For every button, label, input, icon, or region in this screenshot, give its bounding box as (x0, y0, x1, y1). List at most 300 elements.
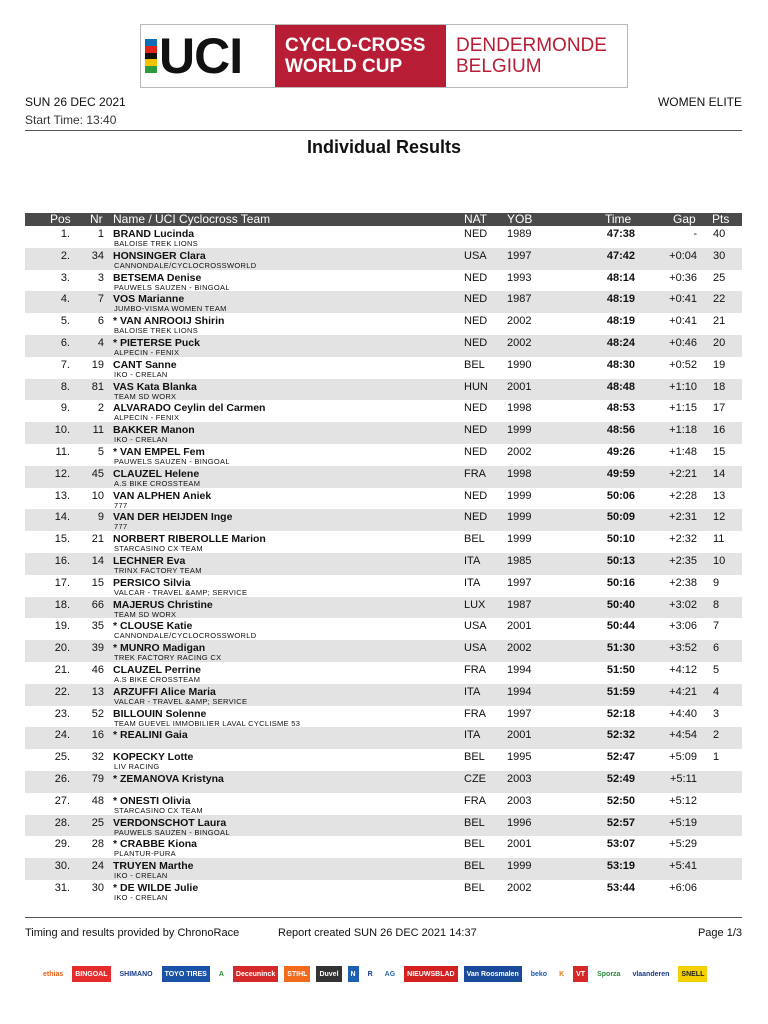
cell-team: TEAM SD WORX (114, 391, 177, 401)
cell-time: 52:50 (606, 794, 635, 807)
cell-name: VAN ALPHEN Aniek (113, 489, 212, 502)
cell-nat: NED (464, 402, 488, 415)
cell-gap: +4:40 (669, 707, 697, 720)
cell-time: 52:47 (606, 751, 635, 764)
cell-nat: NED (464, 424, 488, 437)
cell-nat: BEL (464, 881, 485, 894)
cell-nat: HUN (464, 380, 488, 393)
cell-pos: 16. (54, 554, 70, 567)
cell-pts: 15 (713, 445, 726, 458)
cell-nr: 11 (92, 424, 104, 437)
timing-credit: Timing and results provided by ChronoRace (25, 927, 240, 939)
cell-yob: 2002 (507, 445, 532, 458)
cell-time: 48:53 (606, 402, 635, 415)
cell-nr: 3 (97, 271, 104, 284)
cell-time: 48:19 (606, 315, 635, 328)
race-date: SUN 26 DEC 2021 (25, 95, 126, 109)
cell-name: TRUYEN Marthe (113, 860, 194, 873)
cell-name: VAS Kata Blanka (113, 380, 197, 393)
cell-yob: 2003 (507, 772, 532, 785)
cell-team: IKO - CRELAN (114, 369, 168, 379)
cell-pos: 25. (54, 751, 70, 764)
cell-team: CANNONDALE/CYCLOCROSSWORLD (114, 260, 257, 270)
cell-pos: 2. (60, 249, 70, 262)
cell-yob: 1987 (507, 293, 532, 306)
cell-team: VALCAR - TRAVEL &AMP; SERVICE (114, 587, 248, 597)
sponsor-logo: Duvel (316, 966, 341, 982)
table-row (25, 880, 742, 902)
cell-pts: 14 (713, 467, 726, 480)
cell-nr: 2 (97, 402, 104, 415)
uci-logo: UCI (159, 28, 243, 84)
cell-pos: 8. (60, 380, 70, 393)
cell-nr: 28 (91, 838, 104, 851)
cell-yob: 1997 (507, 249, 532, 262)
cell-pos: 20. (54, 642, 70, 655)
cell-time: 48:56 (606, 424, 635, 437)
cell-gap: +1:10 (669, 380, 697, 393)
cell-name: BETSEMA Denise (113, 271, 202, 284)
cell-pts: 11 (713, 533, 725, 546)
cell-name: CANT Sanne (113, 358, 177, 371)
cell-team: 777 (114, 500, 128, 510)
cell-nat: NED (464, 511, 488, 524)
sponsor-strip (40, 962, 730, 986)
location-country: BELGIUM (456, 56, 542, 77)
cell-yob: 1994 (507, 685, 532, 698)
stripe-3 (145, 59, 157, 66)
cell-yob: 1999 (507, 511, 532, 524)
cell-nat: FRA (464, 794, 486, 807)
cell-time: 48:30 (606, 358, 635, 371)
cell-yob: 2002 (507, 881, 532, 894)
cell-gap: +5:11 (669, 772, 697, 785)
column-header-nat: NAT (464, 212, 488, 226)
sponsor-logo: STIHL (284, 966, 310, 982)
table-row (25, 400, 742, 422)
cell-nr: 46 (91, 663, 104, 676)
cell-nat: USA (464, 642, 487, 655)
cell-yob: 2001 (507, 380, 532, 393)
cell-pos: 6. (60, 336, 70, 349)
table-row (25, 727, 742, 749)
table-row (25, 379, 742, 401)
cell-nr: 5 (97, 445, 104, 458)
world-cup-line-1: CYCLO-CROSS (285, 35, 426, 56)
table-body (25, 226, 742, 902)
sponsor-logo: Sporza (594, 966, 623, 982)
cell-time: 49:26 (606, 445, 635, 458)
cell-pos: 24. (54, 729, 70, 742)
cell-yob: 2001 (507, 620, 532, 633)
cell-name: * ZEMANOVA Kristyna (113, 772, 224, 785)
cell-team: CANNONDALE/CYCLOCROSSWORLD (114, 631, 257, 641)
cell-name: CLAUZEL Perrine (113, 663, 201, 676)
cell-pos: 23. (54, 707, 70, 720)
cell-nr: 13 (91, 685, 104, 698)
cell-nr: 19 (91, 358, 104, 371)
cell-gap: - (693, 228, 697, 240)
stripe-4 (145, 66, 157, 73)
rainbow-stripes-icon (145, 39, 157, 73)
cell-nat: NED (464, 489, 488, 502)
cell-pos: 21. (54, 663, 70, 676)
cell-name: NORBERT RIBEROLLE Marion (113, 533, 266, 546)
cell-time: 53:07 (606, 838, 635, 851)
cell-nr: 1 (97, 228, 104, 240)
cell-time: 50:09 (606, 511, 635, 524)
cell-pos: 22. (54, 685, 70, 698)
report-created: Report created SUN 26 DEC 2021 14:37 (278, 927, 477, 939)
cell-gap: +0:52 (669, 358, 697, 371)
cell-pos: 29. (54, 838, 70, 851)
table-row (25, 793, 742, 815)
page-title: Individual Results (306, 137, 462, 157)
table-row (25, 335, 742, 357)
cell-time: 50:10 (606, 533, 635, 546)
cell-name: VERDONSCHOT Laura (113, 816, 227, 829)
cell-pos: 3. (60, 271, 70, 284)
sponsor-logo: vlaanderen (629, 966, 672, 982)
cell-time: 52:49 (606, 772, 635, 785)
cell-nr: 15 (91, 576, 104, 589)
table-row (25, 248, 742, 270)
cell-nr: 4 (97, 336, 104, 349)
cell-pts: 3 (713, 707, 720, 720)
cell-team: TRINX FACTORY TEAM (114, 565, 202, 575)
cell-nr: 10 (91, 489, 104, 502)
cell-gap: +4:54 (669, 729, 697, 742)
table-row (25, 509, 742, 531)
table-row (25, 640, 742, 662)
column-header-yob: YOB (507, 212, 533, 226)
cell-pos: 4. (60, 293, 70, 306)
cell-yob: 1995 (507, 751, 532, 764)
cell-gap: +5:09 (669, 751, 697, 764)
cell-pts: 16 (713, 424, 726, 437)
sponsor-logo: NIEUWSBLAD (404, 966, 457, 982)
cell-gap: +2:21 (669, 467, 697, 480)
start-time: Start Time: 13:40 (25, 113, 117, 127)
cell-time: 50:16 (606, 576, 635, 589)
cell-yob: 1987 (507, 598, 532, 611)
sponsor-logo: SNELL (678, 966, 707, 982)
cell-name: CLAUZEL Helene (113, 467, 200, 480)
cell-name: VOS Marianne (113, 293, 185, 306)
cell-nr: 6 (97, 315, 104, 328)
cell-name: * PIETERSE Puck (113, 336, 200, 349)
sponsor-logo: Van Roosmalen (464, 966, 522, 982)
cell-nr: 79 (91, 772, 104, 785)
table-row (25, 313, 742, 335)
cell-team: ALPECIN - FENIX (114, 347, 180, 357)
cell-yob: 1989 (507, 228, 532, 240)
cell-pos: 15. (54, 533, 70, 546)
column-header-pos: Pos (50, 212, 71, 226)
table-row (25, 357, 742, 379)
cell-name: BILLOUIN Solenne (113, 707, 207, 720)
cell-pos: 18. (54, 598, 70, 611)
cell-pts: 1 (713, 751, 720, 764)
sponsor-logo: AG (382, 966, 399, 982)
table-row (25, 466, 742, 488)
results-table (25, 213, 742, 902)
cell-name: BRAND Lucinda (113, 228, 195, 240)
cell-nr: 66 (91, 598, 104, 611)
cell-time: 48:48 (606, 380, 635, 393)
cell-pos: 31. (54, 881, 70, 894)
cell-nat: BEL (464, 358, 485, 371)
header-divider (25, 130, 742, 131)
table-row (25, 270, 742, 292)
cell-gap: +3:02 (669, 598, 697, 611)
cell-yob: 1999 (507, 424, 532, 437)
cell-nat: FRA (464, 467, 486, 480)
cell-gap: +0:46 (669, 336, 697, 349)
cell-name: ARZUFFI Alice Maria (113, 685, 216, 698)
cell-gap: +1:48 (669, 445, 697, 458)
cell-pts: 19 (713, 358, 726, 371)
cell-name: KOPECKY Lotte (113, 751, 194, 764)
cell-time: 50:13 (606, 554, 635, 567)
cell-team: IKO - CRELAN (114, 892, 168, 902)
sponsor-logo: A (216, 966, 227, 982)
cell-nat: NED (464, 445, 488, 458)
cell-name: * CLOUSE Katie (113, 620, 193, 633)
cell-gap: +1:18 (669, 424, 697, 437)
cell-pts: 40 (713, 228, 726, 240)
cell-gap: +2:28 (669, 489, 697, 502)
cell-pts: 25 (713, 271, 726, 284)
cell-yob: 1996 (507, 816, 532, 829)
cell-team: IKO - CRELAN (114, 871, 168, 881)
cell-name: * VAN ANROOIJ Shirin (113, 315, 225, 328)
cell-team: TREK FACTORY RACING CX (114, 653, 222, 663)
cell-pts: 21 (713, 315, 726, 328)
cell-pos: 27. (54, 794, 70, 807)
cell-pos: 28. (54, 816, 70, 829)
cell-nr: 39 (91, 642, 104, 655)
cell-pos: 26. (54, 772, 70, 785)
stripe-2 (145, 53, 157, 60)
cell-pts: 12 (713, 511, 726, 524)
cell-gap: +2:32 (669, 533, 697, 546)
cell-gap: +3:06 (669, 620, 697, 633)
cell-name: MAJERUS Christine (113, 598, 213, 611)
table-row (25, 836, 742, 858)
cell-yob: 2003 (507, 794, 532, 807)
cell-pts: 9 (713, 576, 720, 589)
cell-name: VAN DER HEIJDEN Inge (113, 511, 233, 524)
cell-yob: 1985 (507, 554, 532, 567)
cell-team: STARCASINO CX TEAM (114, 805, 203, 815)
column-header-pts: Pts (712, 212, 730, 226)
cell-nr: 24 (91, 860, 104, 873)
cell-gap: +5:41 (669, 860, 697, 873)
cell-nr: 48 (91, 794, 104, 807)
cell-time: 47:42 (606, 249, 635, 262)
cell-gap: +2:31 (669, 511, 697, 524)
cell-nat: BEL (464, 838, 485, 851)
cell-gap: +0:04 (669, 249, 697, 262)
cell-pos: 1. (60, 228, 70, 240)
world-cup-line-2: WORLD CUP (285, 56, 403, 77)
cell-time: 52:32 (606, 729, 635, 742)
table-row (25, 858, 742, 880)
table-row (25, 531, 742, 553)
table-row (25, 749, 742, 771)
cell-yob: 1999 (507, 533, 532, 546)
cell-gap: +0:41 (669, 293, 697, 306)
cell-team: 777 (114, 522, 128, 532)
cell-team: PAUWELS SAUZEN - BINGOAL (114, 282, 230, 292)
cell-pts: 18 (713, 380, 726, 393)
cell-nat: ITA (464, 576, 481, 589)
cell-nat: ITA (464, 685, 481, 698)
cell-gap: +1:15 (669, 402, 697, 415)
cell-name: * MUNRO Madigan (113, 642, 206, 655)
cell-name: ALVARADO Ceylin del Carmen (113, 402, 266, 415)
sponsor-logo: N (348, 966, 359, 982)
cell-yob: 1999 (507, 860, 532, 873)
cell-pts: 10 (713, 554, 726, 567)
sponsor-logo: TOYO TIRES (162, 966, 210, 982)
cell-yob: 1999 (507, 489, 532, 502)
table-row (25, 488, 742, 510)
cell-nr: 30 (91, 881, 104, 894)
cell-time: 50:44 (606, 620, 635, 633)
cell-nat: BEL (464, 860, 485, 873)
cell-pos: 30. (54, 860, 70, 873)
sponsor-logo: SHIMANO (117, 966, 156, 982)
cell-yob: 1997 (507, 576, 532, 589)
cell-team: LIV RACING (114, 762, 160, 772)
table-row (25, 597, 742, 619)
cell-time: 53:19 (606, 860, 635, 873)
table-row (25, 226, 742, 248)
cell-pts: 2 (713, 729, 720, 742)
world-cup-title (275, 25, 445, 87)
cell-name: * CRABBE Kiona (113, 838, 198, 851)
cell-time: 48:24 (606, 336, 635, 349)
column-header-nr: Nr (90, 212, 103, 226)
cell-team: VALCAR - TRAVEL &AMP; SERVICE (114, 696, 248, 706)
cell-time: 52:18 (606, 707, 635, 720)
cell-pts: 22 (713, 293, 726, 306)
event-banner (140, 24, 628, 88)
cell-team: BALOISE TREK LIONS (114, 239, 199, 248)
cell-nr: 25 (91, 816, 104, 829)
location-title (445, 25, 627, 87)
cell-time: 52:57 (606, 816, 635, 829)
cell-pts: 7 (713, 620, 720, 633)
table-row (25, 771, 742, 793)
cell-yob: 1993 (507, 271, 532, 284)
cell-name: LECHNER Eva (113, 554, 186, 567)
cell-team: STARCASINO CX TEAM (114, 544, 203, 554)
cell-time: 51:50 (606, 663, 635, 676)
stripe-1 (145, 46, 157, 53)
cell-yob: 2002 (507, 336, 532, 349)
sponsor-logo: R (365, 966, 376, 982)
cell-nr: 21 (91, 533, 104, 546)
cell-team: A.S BIKE CROSSTEAM (114, 674, 201, 684)
sponsor-logo: K (556, 966, 567, 982)
cell-name: HONSINGER Clara (113, 249, 206, 262)
cell-pos: 13. (54, 489, 70, 502)
table-row (25, 706, 742, 728)
cell-team: PLANTUR-PURA (114, 849, 176, 859)
cell-pts: 13 (713, 489, 726, 502)
cell-yob: 2001 (507, 729, 532, 742)
cell-team: TEAM SD WORX (114, 609, 177, 619)
cell-time: 50:40 (606, 598, 635, 611)
cell-yob: 1998 (507, 467, 532, 480)
cell-gap: +5:19 (669, 816, 697, 829)
sponsor-logo: Deceuninck (233, 966, 278, 982)
cell-nat: NED (464, 315, 488, 328)
cell-nat: BEL (464, 816, 485, 829)
cell-gap: +4:12 (669, 663, 697, 676)
table-row (25, 662, 742, 684)
cell-time: 50:06 (606, 489, 635, 502)
sponsor-logo: beko (528, 966, 550, 982)
cell-name: * REALINI Gaia (113, 729, 188, 742)
cell-pts: 8 (713, 598, 720, 611)
table-header (25, 213, 742, 226)
cell-nat: ITA (464, 554, 481, 567)
cell-nr: 16 (91, 729, 104, 742)
cell-pos: 14. (54, 511, 70, 524)
cell-pos: 5. (60, 315, 70, 328)
table-row (25, 815, 742, 837)
cell-pos: 19. (54, 620, 70, 633)
cell-nr: 34 (91, 249, 104, 262)
cell-pos: 10. (54, 424, 70, 437)
cell-gap: +2:38 (669, 576, 697, 589)
cell-team: JUMBO-VISMA WOMEN TEAM (114, 304, 227, 314)
cell-yob: 2002 (507, 642, 532, 655)
cell-yob: 1998 (507, 402, 532, 415)
cell-gap: +0:41 (669, 315, 697, 328)
cell-nr: 7 (97, 293, 104, 306)
cell-nat: BEL (464, 751, 485, 764)
cell-time: 53:44 (606, 881, 635, 894)
cell-yob: 2001 (507, 838, 532, 851)
sponsor-logo: BINGOAL (72, 966, 110, 982)
cell-nr: 81 (91, 380, 104, 393)
sponsor-logo: ethias (40, 966, 66, 982)
cell-gap: +3:52 (669, 642, 697, 655)
cell-name: BAKKER Manon (113, 424, 195, 437)
race-category: WOMEN ELITE (657, 95, 742, 109)
table-row (25, 291, 742, 313)
cell-pts: 30 (713, 249, 726, 262)
cell-team: TEAM GUEVEL IMMOBILIER LAVAL CYCLISME 53 (114, 718, 301, 728)
cell-gap: +2:35 (669, 554, 697, 567)
cell-nat: USA (464, 620, 487, 633)
cell-nr: 35 (91, 620, 104, 633)
cell-gap: +5:29 (669, 838, 697, 851)
cell-pos: 12. (54, 467, 70, 480)
cell-nr: 9 (97, 511, 104, 524)
cell-pts: 5 (713, 663, 720, 676)
cell-nat: CZE (464, 772, 486, 785)
cell-gap: +4:21 (669, 685, 697, 698)
cell-time: 47:38 (606, 228, 635, 240)
uci-logo-box (141, 25, 275, 87)
cell-nat: NED (464, 271, 488, 284)
